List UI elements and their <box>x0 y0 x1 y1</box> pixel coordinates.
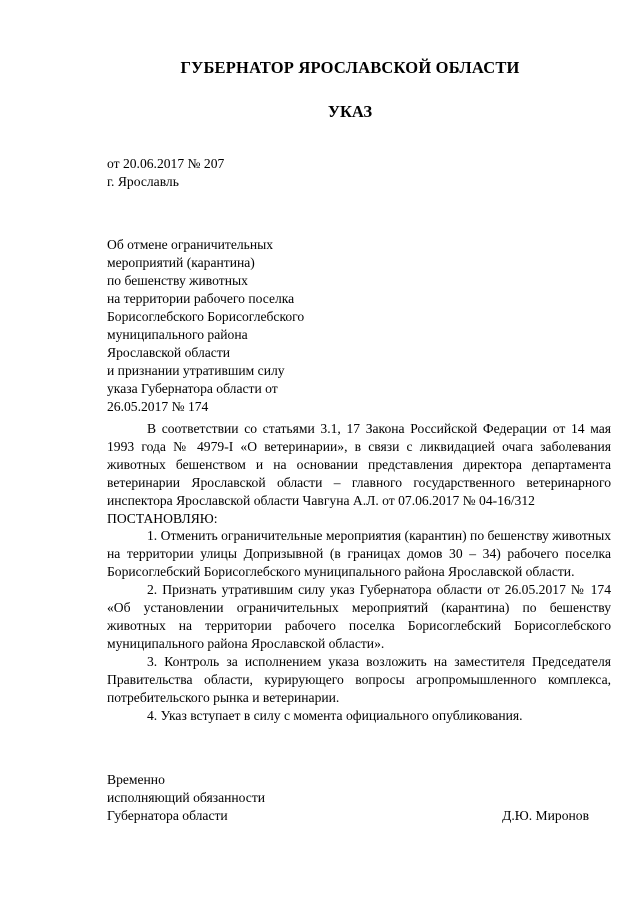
subject-line: Ярославской области <box>107 345 231 360</box>
clause-4: 4. Указ вступает в силу с момента официального опубликования. <box>147 707 523 723</box>
signer-title-line-2: исполняющий обязанности <box>107 790 266 805</box>
preamble: В соответствии со статьями 3.1, 17 Закона Российской Федерации от 14 мая 1993 года № 4979-I «О ветеринарии», в связи с ликвидацией очага заболевания животных бешенством и на основании представления директора департамента ветеринарии Ярославской области – главного государственного ветеринарного инспектора Ярославской области Чавгуна А.Л. от 07.06.2017 № 04-16/312 <box>107 421 611 508</box>
clause-2: 2. Признать утратившим силу указ Губернатора области от 26.05.2017 № 174 «Об установлении ограничительных мероприятий (карантина) по бешенству животных на территории рабочего поселка Борисоглебский Борисоглебского муниципального района Ярославской области». <box>107 582 611 651</box>
clause-1: 1. Отменить ограничительные мероприятия (карантин) по бешенству животных на территории улицы Допризывной (в границах домов 30 – 34) рабочего поселка Борисоглебский Борисоглебского муниципального района Ярославской области. <box>107 528 611 580</box>
issuer-title: ГУБЕРНАТОР ЯРОСЛАВСКОЙ ОБЛАСТИ <box>180 58 520 77</box>
signer-title-line-3: Губернатора области <box>107 808 228 823</box>
date-number: от 20.06.2017 № 207 <box>107 156 225 171</box>
subject-line: мероприятий (карантина) <box>107 255 255 270</box>
signer-row <box>107 807 611 825</box>
signature-block <box>107 771 611 825</box>
subject-line: муниципального района <box>107 327 248 342</box>
clause-3: 3. Контроль за исполнением указа возложить на заместителя Председателя Правительства области, курирующего вопросы агропромышленного комплекса, потребительского рынка и ветеринарии. <box>107 653 611 705</box>
subject-line: Об отмене ограничительных <box>107 237 274 252</box>
document-type: УКАЗ <box>327 102 373 121</box>
signer-name: Д.Ю. Миронов <box>502 808 589 823</box>
subject-line: по бешенству животных <box>107 273 248 288</box>
ruling-heading: ПОСТАНОВЛЯЮ: <box>107 510 218 526</box>
subject-line: Борисоглебского Борисоглебского <box>107 309 305 324</box>
subject-line: на территории рабочего поселка <box>107 291 295 306</box>
subject-line: 26.05.2017 № 174 <box>107 399 209 414</box>
subject-line: указа Губернатора области от <box>107 381 278 396</box>
city: г. Ярославль <box>107 174 179 189</box>
signer-title-line-1: Временно <box>107 772 165 787</box>
subject-line: и признании утратившим силу <box>107 363 285 378</box>
document-body <box>107 420 611 724</box>
document-subject <box>107 236 304 416</box>
document-meta <box>107 155 224 191</box>
